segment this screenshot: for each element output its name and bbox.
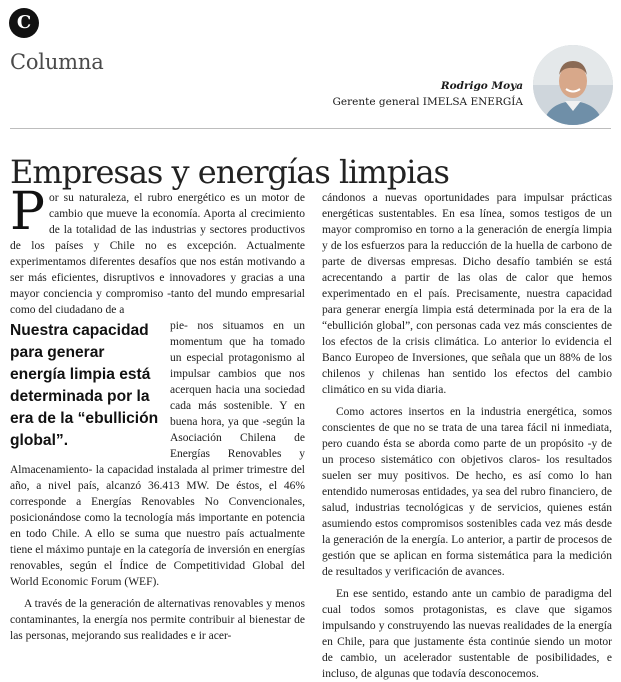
pull-quote: Nuestra capacidad para generar energía limpia está determinada por la era de la “ebullición global”. bbox=[10, 322, 159, 449]
author-portrait-image bbox=[533, 45, 613, 125]
header-divider bbox=[10, 128, 611, 129]
paragraph-2: A través de la generación de alternativas renovables y menos contaminantes, la energía nos permite contribuir al bienestar de las personas, mejorando sus realidades e ir acer- bbox=[10, 598, 305, 642]
section-label: Columna bbox=[10, 50, 104, 74]
article-column-1 bbox=[10, 182, 305, 644]
drop-cap: P bbox=[10, 182, 45, 242]
paragraph-3: cándonos a nuevas oportunidades para impulsar prácticas energéticas sustentables. En esa línea, somos testigos de un mayor compromiso en torno a la generación de energía limpia y de los esfuerzos para la reducción de la huella de carbono de parte de diversas empresas. Dicho desafío también se está acrecentando a partir de las olas de calor que hemos experimentado en el país. Precisamente, nuestra capacidad para generar energía limpia está determinada por la era de la “ebullición global”, con personas cada vez más conscientes de los efectos de la crisis climática. Lo anterior lo evidencia el Banco Europeo de Inversiones, que señala que un 88% de los chilenos y chilenas han sentido los efectos del cambio climático en su vida diaria. bbox=[322, 192, 612, 396]
author-photo bbox=[533, 45, 613, 125]
paragraph-5: En ese sentido, estando ante un cambio de paradigma del cual todos somos protagonistas, es clave que sigamos impulsando y construyendo las nuevas realidades de la energía en Chile, para que justamente ésta continúe siendo un motor de cambio, un acelerador sustentable de posibilidades, e incluso, de algunas que todavía desconocemos. bbox=[322, 588, 612, 680]
author-role: Gerente general IMELSA ENERGÍA bbox=[332, 96, 523, 108]
paragraph-1-text: or su naturaleza, el rubro energético es un motor de cambio que mueve la economía. Aporta al crecimiento de la totalidad de las industrias y sectores productivos de los países y Chile no es excepción. Actualmente experimentamos diferentes desafíos que nos están motivando a ser más eficientes, disruptivos e innovadores y gracias a una mayor conciencia y compromiso -tanto del mundo empresarial como del ciudadano de a bbox=[10, 192, 305, 316]
paragraph-1-text-continued: pie- nos situamos en un momentum que ha tomado un especial protagonismo al impulsar cambios que nos acerquen hacia una sociedad cada más sostenible. Y en buena hora, ya que -según la Asociación Chilena de Energías Renovables y Almacenamiento- la capacidad instalada al primer trimestre del año, a nivel país, alcanzó 36.413 MW. De éstos, el 46% corresponde a Energías Renovables No Convencionales, posicionándose como la tecnología más importante en potencia en todo Chile. A ello se suma que nuestro país actualmente tiene el máximo puntaje en la categoría de inversión en energías renovables, según el Índice de Competitividad Global del World Economic Forum (WEF). bbox=[10, 320, 305, 588]
author-name: Rodrigo Moya bbox=[440, 80, 523, 92]
paragraph-1 bbox=[10, 182, 305, 590]
article-headline: Empresas y energías limpias bbox=[10, 153, 449, 192]
article-column-2 bbox=[322, 190, 612, 682]
column-badge: C bbox=[9, 8, 39, 38]
paragraph-4: Como actores insertos en la industria energética, somos conscientes de que no se trata de una tarea fácil ni inmediata, pero cuando ésta se aborda como parte de un propósito -y de un proceso sistemático con objetivos claros- los resultados suelen ser muy positivos. De hecho, es así como lo han entendido numerosas entidades, ya sea del rubro financiero, de salud, industrias tecnológicas y de servicios, quienes están asumiendo estos compromisos sostenibles cada vez más desde la generación de la energía. Lo anterior, a partir de procesos de gestión que se aplican en forma sistemática para la medición de resultados y verificación de avances. bbox=[322, 406, 612, 578]
